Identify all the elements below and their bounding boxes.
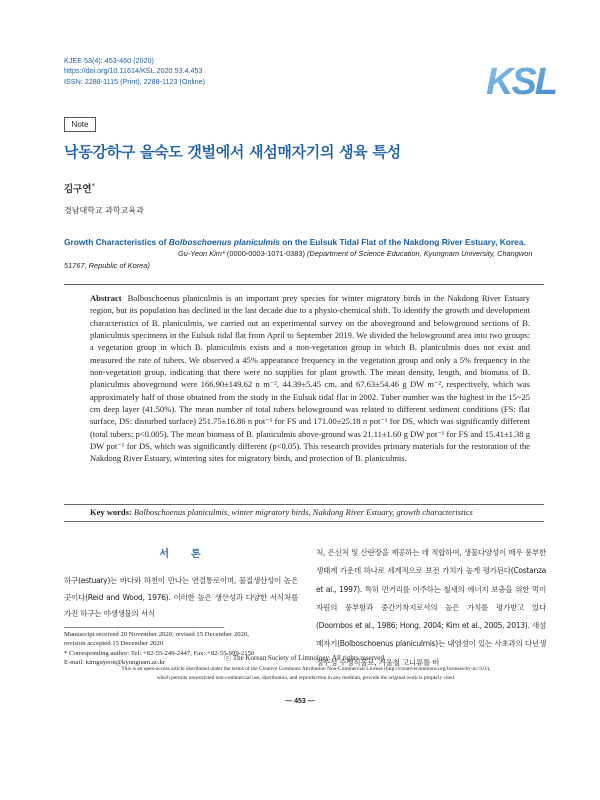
author-korean-name: 김구연 <box>64 184 92 195</box>
corresponding-mark: * <box>91 181 96 190</box>
revision-accepted: revision accepted 15 December 2020 <box>64 640 164 648</box>
keywords-label: Key words: <box>90 507 132 517</box>
abstract-top-rule <box>64 284 544 285</box>
page-number: ― 453 ― <box>285 698 315 705</box>
affiliation-korean: 경남대학교 과학교육과 <box>64 206 144 215</box>
journal-citation: KJEE 53(4): 453-460 (2020) <box>64 56 154 65</box>
corresponding-author: * Corresponding author: Tel: +82-55-249-2447, Fax: +82-55-999-2150 <box>64 649 255 657</box>
title-en-part1: Growth Characteristics of <box>64 237 169 247</box>
author-korean <box>64 181 95 195</box>
ksl-logo <box>484 58 556 103</box>
keywords-bottom-rule <box>64 521 544 522</box>
doi-link[interactable]: https://doi.org/10.11614/KSL.2020.53.4.453 <box>64 66 203 76</box>
license <box>56 665 556 683</box>
keywords-text: Bolboschoenus planiculmis, winter migratory birds, Nakdong River Estuary, growth characteristics <box>133 507 473 517</box>
author-english-name: Gu-Yeon Kim* <box>178 249 225 258</box>
license-line-1: This is an open-access article distributed under the terms of the Creative Commons Attribution Non-Commercial License (http://creativecommons.org/licenses/by-nc/3.0/), <box>121 666 491 672</box>
title-en-species: Bolboschoenus planiculmis <box>168 237 280 247</box>
title-en-part2: on the Eulsuk Tidal Flat of the Nakdong River Estuary, Korea. <box>279 237 526 247</box>
footnote-rule <box>64 627 224 628</box>
orcid-id[interactable]: (0000-0003-1071-0383) <box>226 249 305 258</box>
svg-text:KSL: KSL <box>486 61 556 103</box>
license-line-2: which permits unrestricted non-commercial use, distribution, and reproduction in any medium, provide the original work is properly cited. <box>156 675 456 681</box>
article-title-korean: 낙동강하구 을숙도 갯벌에서 새섬매자기의 생육 특성 <box>64 143 401 161</box>
author-english <box>64 248 544 272</box>
body-column-right: 처, 은신처 및 산란장을 제공하는 데 적합하여, 생물다양성이 매우 풍부한 생태계 가운데 하나로 세계적으로 보전 가치가 높게 평가된다(Costanza et al., 1997). 특히 먼거리를 이주하는 철새의 에너지 보충을 위한 먹이자원의 풍부함과 중간기착지로서의 높은 가치를 평가받고 있다(Doornbos et al., 1986; Hong, 2004; Kim et al., 2005, 2013). 새섬매자기(Bolboschoenus planiculmis)는 내염성이 있는 사초과의 다년생 정수성 수생식물로, 겨울철 고니류를 비 <box>316 548 546 667</box>
abstract <box>90 292 530 465</box>
issn: ISSN: 2288-1115 (Print), 2288-1123 (Online) <box>64 76 206 86</box>
article-type-badge: Note <box>64 117 96 132</box>
abstract-label: Abstract <box>90 293 122 303</box>
body-column-left: 하구(estuary)는 바다와 하천이 만나는 연결통로이며, 물질생산성이 높은 곳이다(Reid and Wood, 1976). 이러한 높은 생산성과 다양한 서식처를 가진 하구는 야생생물의 서식 <box>64 576 298 618</box>
keywords-top-rule <box>64 504 544 505</box>
abstract-text: Bolboschoenus planiculmis is an important prey species for winter migratory birds in the Nakdong River Estuary region, but its population has declined in the last decade due to a physio-chemical shift. To identify the growth and development characteristics of B. planiculmis, we carried out an experimental survey on the aboveground and belowground sections of B. planiculmis specimens in the Eulsuk tidal flat from April to September 2019. We divided the belowground area into two groups: a vegetation group in which B. planiculmis exists and a non-vegetation group in which B. planiculmis does not exist and measured the rate of tubers. We observed a 45% appearance frequency in the vegetation group and only a 5% frequency in the non-vegetation group, indicating that there were no supplies for plant growth. The mean density, length, and biomass of B. planiculmis aboveground were 166.90±149.62 n m⁻², 44.39±5.45 cm, and 67.63±54.46 g DW m⁻², respectively, which was approximately half of those obtained from the study in the Eulsuk tidal flat in 2002. Tuber number was the highest in the 15~25 cm deep layer (41.50%). The mean number of total tubers belowground was related to different sediment conditions (FS: flat surface, DS: disturbed surface) 251.75±16.86 n pot⁻¹ for FS and 171.00±25.18 n pot⁻¹ for DS, which was significantly different (total tubers: p<0.005). The mean biomass of B. planiculmis above-ground was 21.11±1.60 g DW pot⁻¹ for FS and 15.41±1.38 g DW pot⁻¹ for DS, which was significantly different (p<0.05). This research provides primary materials for the restoration of the Nakdong River Estuary, wintering sites for migratory birds, and protection of B. planiculmis. <box>90 293 530 464</box>
section-heading-introduction: 서론 <box>159 549 223 560</box>
journal-header <box>64 56 205 87</box>
author-english-affiliation: (Department of Science Education, Kyungnam University, Changwon 51767, Republic of Korea) <box>64 249 533 270</box>
copyright: ⓒ The Korean Society of Limnology. All rights reserved. <box>224 654 386 662</box>
keywords <box>90 507 530 518</box>
article-title-english <box>64 236 544 248</box>
author-email[interactable]: E-mail: kimguyeon@kyungnam.ac.kr <box>64 658 166 666</box>
manuscript-received: Manuscript received 20 November 2020, revised 15 December 2020, <box>64 631 249 638</box>
